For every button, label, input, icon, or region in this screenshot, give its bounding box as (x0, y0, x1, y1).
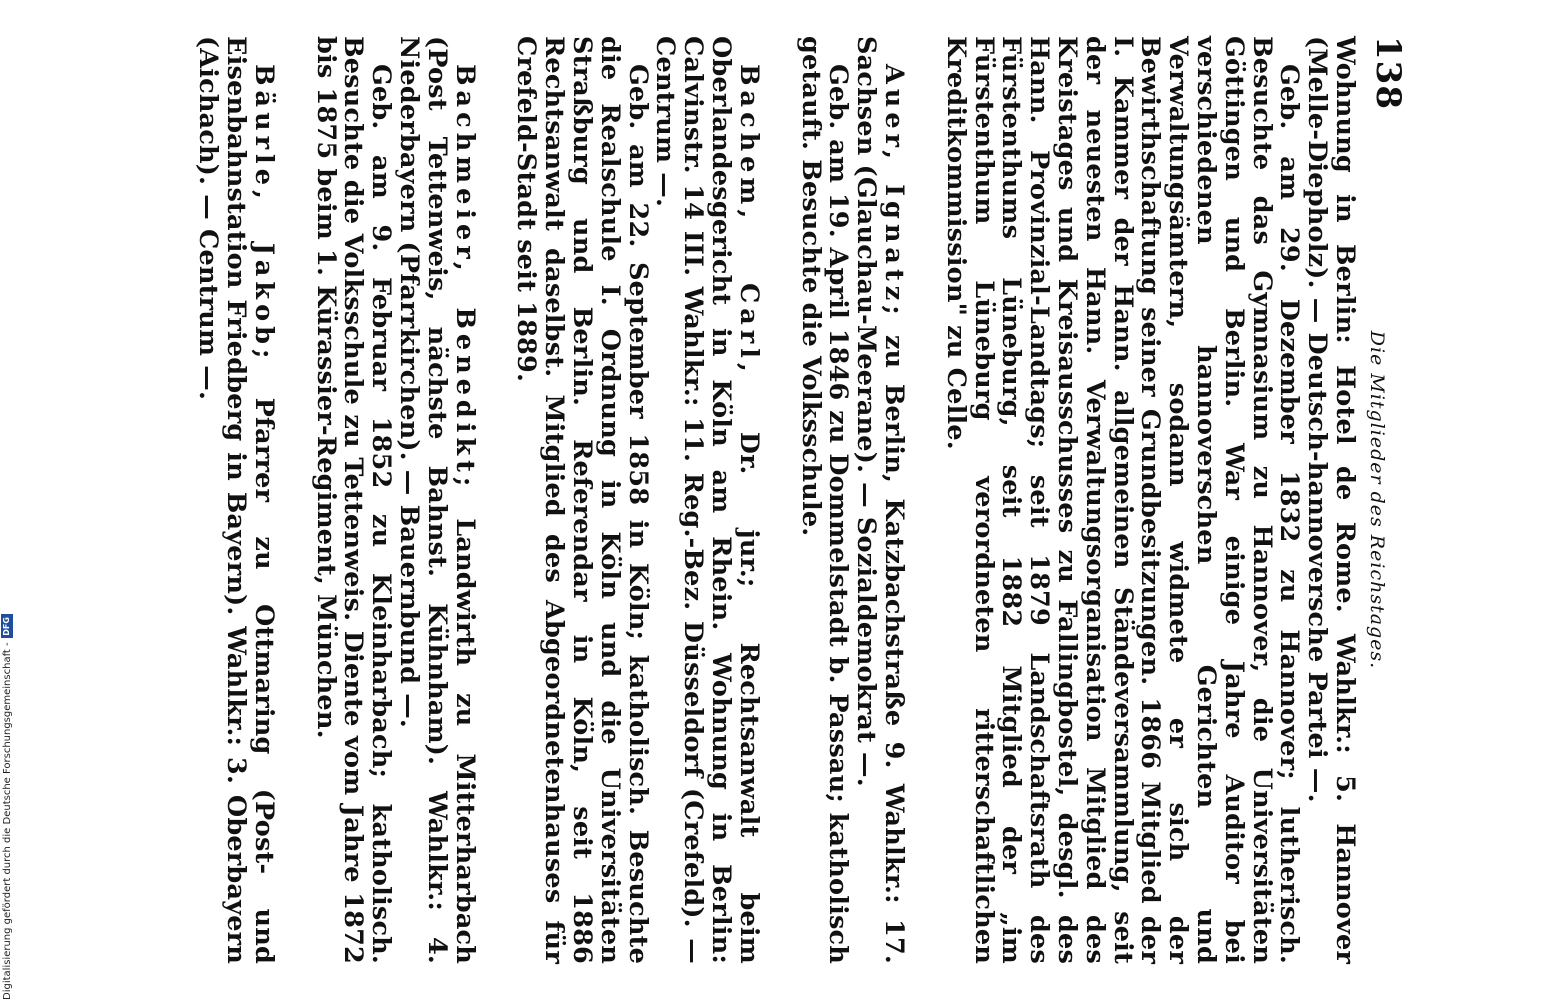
member-entry (311, 36, 478, 964)
member-entry (194, 36, 277, 964)
member-entry (795, 36, 910, 965)
member-name: Bachmeier, Benedikt; (449, 64, 480, 492)
book-page (150, 0, 1420, 1000)
member-name: Auer, Ignatz; (879, 64, 910, 320)
page-number: 138 (1368, 36, 1408, 110)
running-title: Die Mitglieder des Reichstages. (1366, 330, 1388, 670)
member-details: zu Berlin, Katzbachstraße 9. Wahlkr.: 17. Sachsen (Glauchau-Meerane). — Sozialdemokrat —. (851, 36, 910, 965)
member-details: Pfarrer zu Ottmaring (Post- und Eisenbahnstation Friedberg in Bayern). Wahlkr.: 3. Oberbayern (Aichach). — Centrum —. (193, 36, 279, 964)
dfg-logo: DFG (1, 614, 13, 638)
paragraph-biography: Geb. am 29. Dezember 1832 zu Hannover; lutherisch. Besuchte das Gymnasium zu Hannover, die Universitäten Göttingen und Berlin. War einige Jahre Auditor bei verschiedenen hannoverschen Gerichten und Verwaltungsämtern, sodann widmete er sich der Bewirthschaftung seiner Grundbesitzungen. 1866 Mitglied der I. Kammer der Hann. allgemeinen Ständeversammlung, seit der neuesten Hann. Verwaltungsorganisation Mitglied des Kreistages und Kreisausschusses zu Fallingbostel, desgl. des Hann. Provinzial-Landtags; seit 1879 Landschaftsrath des Fürstenthums Lüneburg, seit 1882 Mitglied der „im Fürstenthum Lüneburg verordneten ritterschaftlichen Kreditkommission" zu Celle. (940, 36, 1305, 964)
body-text (194, 36, 1358, 964)
member-name: Bachem, Carl, (733, 64, 764, 377)
member-entry (512, 36, 762, 964)
digitisation-note-text: Digitalisierung gefördert durch die Deutsche Forschungsgemeinschaft - (2, 642, 13, 1000)
paragraph-residence: Wohnung in Berlin: Hotel de Rome. Wahlkr.: 5. Hannover (Melle-Diepholz). — Deutsch-hannoversche Partei —. (1302, 36, 1360, 964)
digitisation-note (0, 600, 16, 1000)
member-name: Bäurle, Jakob; (248, 64, 279, 364)
member-biography: Geb. am 9. Februar 1852 zu Kleinharbach; katholisch. Besuchte die Volksschule zu Tettenweis. Diente vom Jahre 1872 bis 1875 beim 1. Kürassier-Regiment, München. (310, 36, 397, 964)
running-head (1364, 36, 1408, 964)
member-details: Landwirth zu Mitterharbach (Post Tettenweis, nächste Bahnst. Kühnham). Wahlkr.: 4. Niederbayern (Pfarrkirchen). — Bauernbund —. (394, 36, 480, 965)
member-biography: Geb. am 19. April 1846 zu Dommelstadt b. Passau; katholisch getauft. Besuchte die Volksschule. (795, 36, 854, 964)
member-details: Dr. jur.; Rechtsanwalt beim Oberlandesgericht in Köln am Rhein. Wohnung in Berlin: Calvinstr. 14 III. Wahlkr.: 11. Reg.-Bez. Düsseldorf (Crefeld). — Centrum —. (650, 36, 764, 964)
member-biography: Geb. am 22. September 1858 in Köln; katholisch. Besuchte die Realschule I. Ordnung in Köln und die Universitäten Straßburg und Berlin. Referendar in Köln, seit 1886 Rechtsanwalt daselbst. Mitglied des Abgeordnetenhauses für Crefeld-Stadt seit 1889. (511, 36, 653, 964)
